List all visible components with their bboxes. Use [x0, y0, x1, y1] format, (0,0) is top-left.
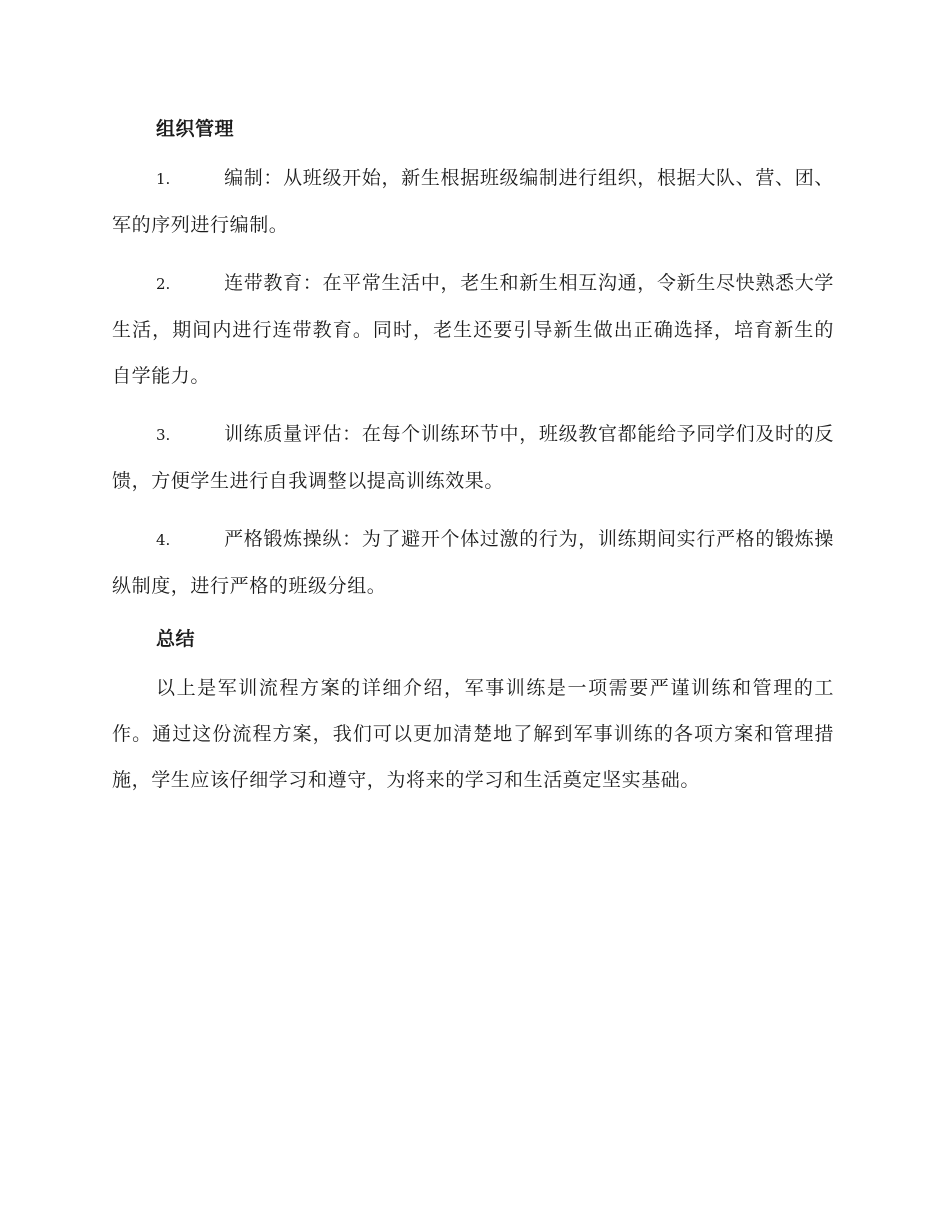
list-item: [112, 260, 834, 399]
document-page: [112, 111, 834, 803]
list-item-text: 严格锻炼操纵：为了避开个体过激的行为，训练期间实行严格的锻炼操纵制度，进行严格的班级分组。: [112, 528, 834, 597]
list-item-number: 1.: [156, 170, 171, 188]
section-heading-summary: 总结: [156, 628, 196, 650]
list-item: [112, 155, 834, 248]
list-item-text: 训练质量评估：在每个训练环节中，班级教官都能给予同学们及时的反馈，方便学生进行自我调整以提高训练效果。: [112, 423, 834, 492]
list-item-number: 3.: [156, 426, 171, 444]
list-item-text: 编制：从班级开始，新生根据班级编制进行组织，根据大队、营、团、军的序列进行编制。: [112, 167, 834, 236]
list-item-number: 2.: [156, 275, 171, 293]
list-item-number: 4.: [156, 531, 171, 549]
list-item: [112, 516, 834, 609]
list-item-text: 连带教育：在平常生活中，老生和新生相互沟通，令新生尽快熟悉大学生活，期间内进行连带教育。同时，老生还要引导新生做出正确选择，培育新生的自学能力。: [112, 272, 834, 387]
section-heading-organization: 组织管理: [156, 118, 235, 140]
list-item: [112, 411, 834, 504]
summary-paragraph: 以上是军训流程方案的详细介绍，军事训练是一项需要严谨训练和管理的工作。通过这份流程方案，我们可以更加清楚地了解到军事训练的各项方案和管理措施，学生应该仔细学习和遵守，为将来的学习和生活奠定坚实基础。: [112, 677, 834, 791]
